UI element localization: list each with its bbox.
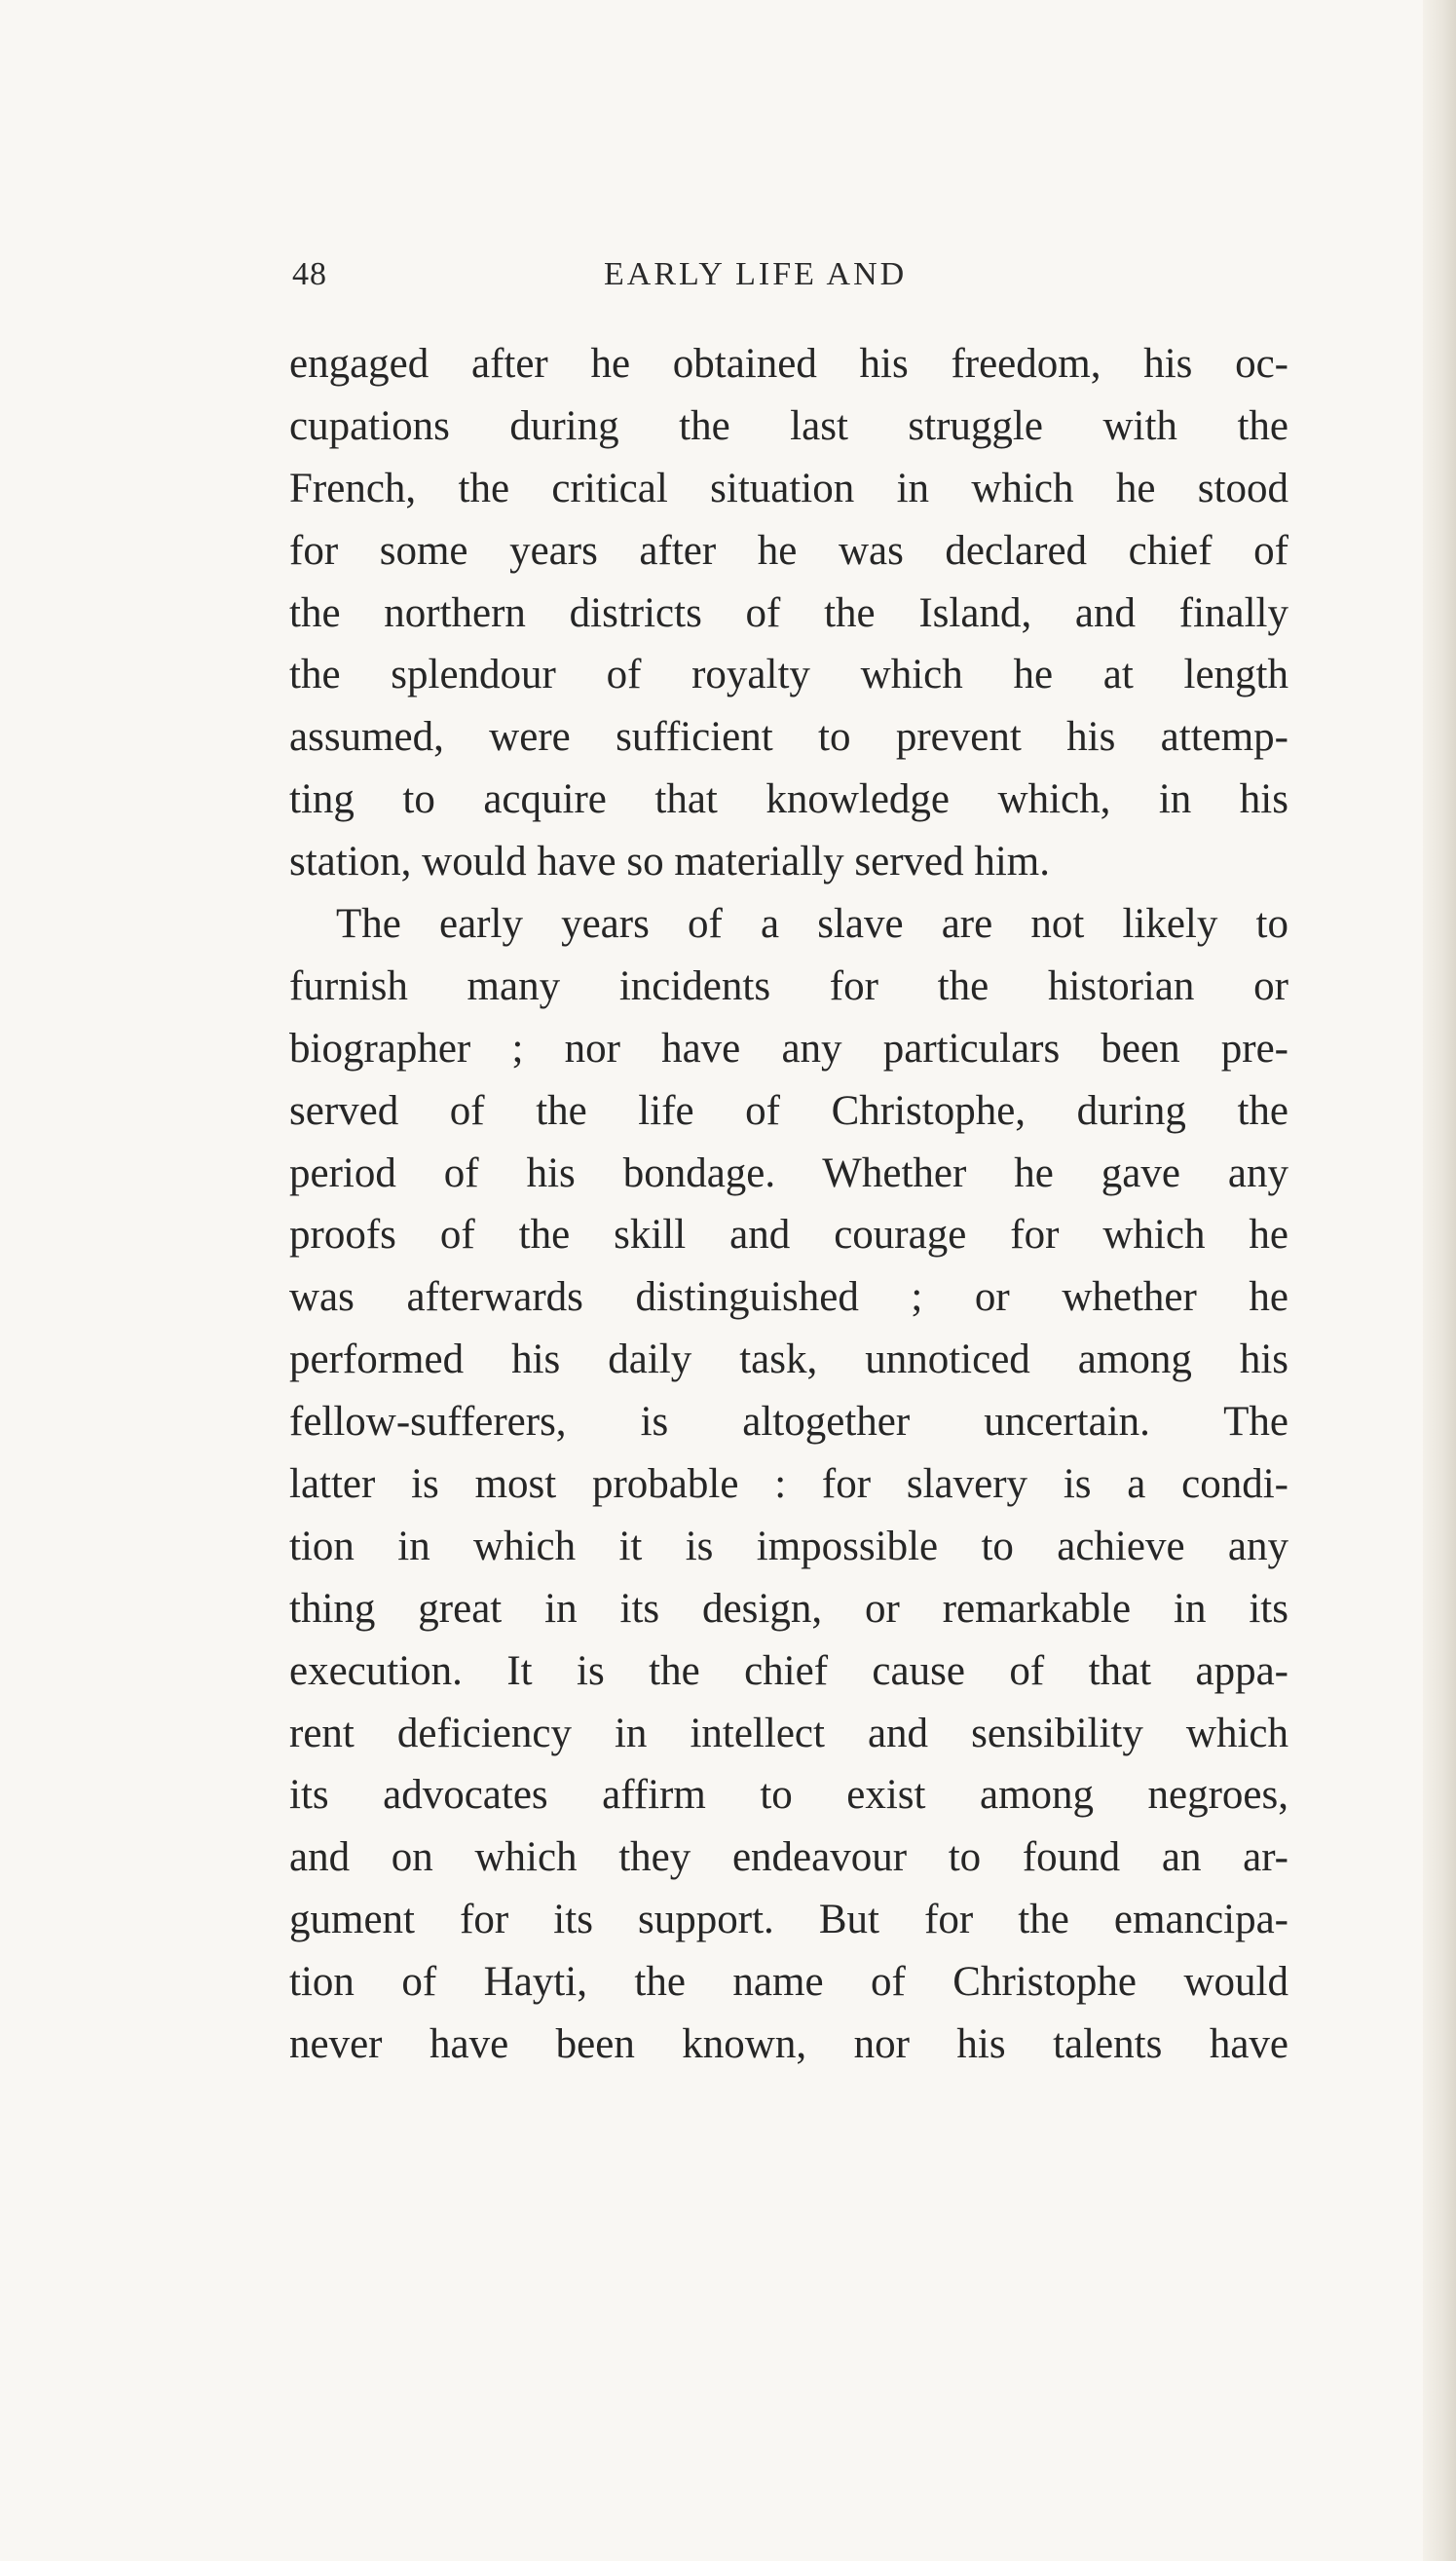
body-text	[289, 333, 1288, 2076]
text-line: gument for its support. But for the emancipa-	[289, 1897, 1288, 1943]
text-line: assumed, were sufficient to prevent his attemp-	[289, 714, 1288, 761]
text-line: ting to acquire that knowledge which, in his	[289, 776, 1288, 823]
page-edge	[1423, 0, 1456, 2561]
text-line: served of the life of Christophe, during the	[289, 1087, 1288, 1134]
text-line: rent deficiency in intellect and sensibility which	[289, 1710, 1288, 1756]
paragraph-end-line: station, would have so materially served him.	[289, 839, 1050, 885]
page-number: 48	[292, 256, 327, 292]
text-line: period of his bondage. Whether he gave any	[289, 1149, 1288, 1196]
text-line: never have been known, nor his talents have	[289, 2021, 1288, 2068]
text-line: its advocates affirm to exist among negroes,	[289, 1772, 1288, 1819]
text-line: tion of Hayti, the name of Christophe would	[289, 1959, 1288, 2006]
running-head	[292, 256, 1286, 305]
text-line: furnish many incidents for the historian or	[289, 962, 1288, 1009]
text-line: cupations during the last struggle with the	[289, 402, 1288, 449]
text-line: thing great in its design, or remarkable in its	[289, 1585, 1288, 1632]
text-line: biographer ; nor have any particulars been pre-	[289, 1025, 1288, 1072]
text-line: was afterwards distinguished ; or whether he	[289, 1274, 1288, 1321]
text-line: latter is most probable : for slavery is a condi-	[289, 1461, 1288, 1508]
text-line: execution. It is the chief cause of that appa-	[289, 1647, 1288, 1694]
text-line: proofs of the skill and courage for which he	[289, 1212, 1288, 1259]
text-line: performed his daily task, unnoticed among his	[289, 1337, 1288, 1383]
text-line: tion in which it is impossible to achieve any	[289, 1523, 1288, 1569]
text-line: fellow-sufferers, is altogether uncertain. The	[289, 1399, 1288, 1446]
text-line: and on which they endeavour to found an ar-	[289, 1834, 1288, 1881]
running-head-title: EARLY LIFE AND	[604, 256, 908, 292]
paragraph-first-line: The early years of a slave are not likely to	[336, 901, 1288, 948]
text-line: engaged after he obtained his freedom, his oc-	[289, 341, 1288, 387]
text-line: the northern districts of the Island, and finally	[289, 589, 1288, 636]
text-line: the splendour of royalty which he at length	[289, 652, 1288, 698]
text-line: French, the critical situation in which he stood	[289, 465, 1288, 511]
text-line: for some years after he was declared chief of	[289, 527, 1288, 574]
